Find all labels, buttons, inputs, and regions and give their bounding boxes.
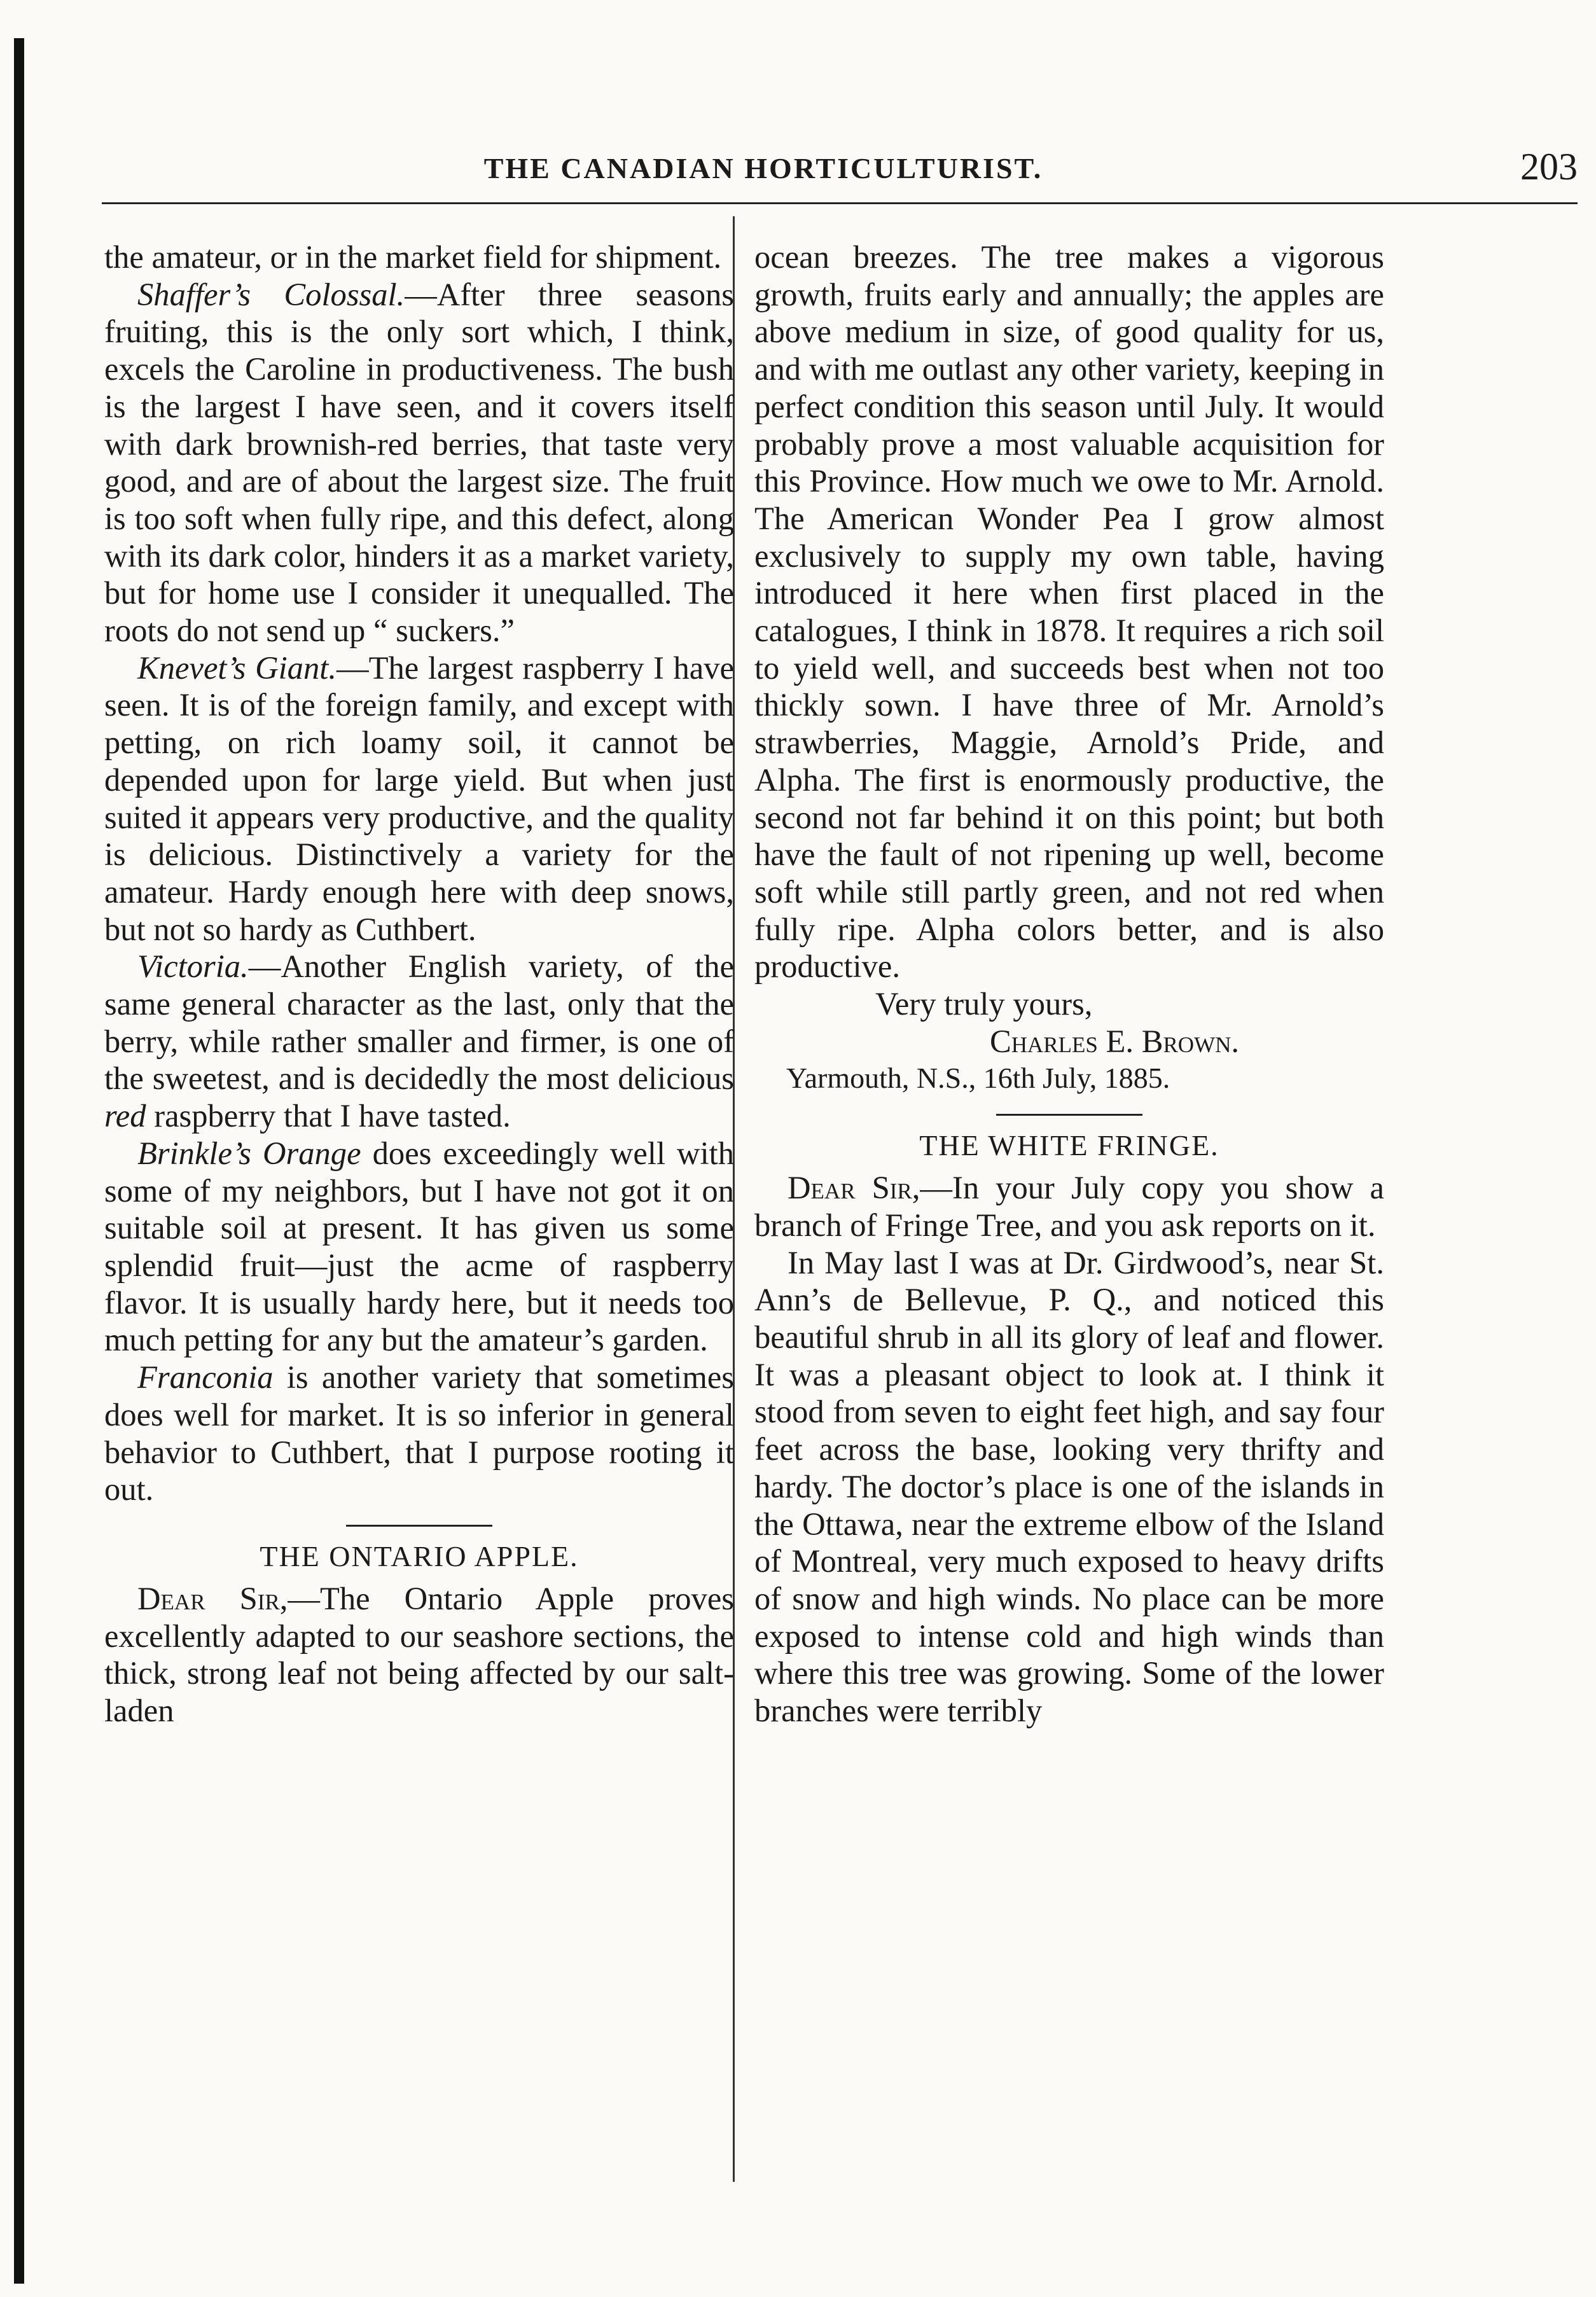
paragraph-fringe-report: In May last I was at Dr. Girdwood’s, near St. Ann’s de Bellevue, P. Q., and noticed this beautiful shrub in all its glory of leaf and flower. It was a pleasant object to look at. I think it stood from seven to eight feet high, and say four feet across the base, looking very thrifty and hardy. The doctor’s place is one of the islands in the Ottawa, near the extreme elbow of the Island of Montreal, very much exposed to heavy drifts of snow and high winds. No place can be more exposed to intense cold and high winds than where this tree was growing. Some of the lower branches were terribly [754,1244,1384,1729]
page-number: 203 [1520,146,1578,188]
paragraph-text: —In your July copy you show a branch of Fringe Tree, and you ask reports on it. [754,1170,1384,1243]
paragraph-market-field: the amateur, or in the market field for shipment. [104,239,722,275]
section-heading-ontario-apple: THE ONTARIO APPLE. [260,1539,579,1572]
paragraph-knevett [104,649,734,948]
running-title: THE CANADIAN HORTICULTURIST. [483,152,1043,184]
paragraph-text: —The Ontario Apple proves excellently adapted to our seashore sections, the thick, strong leaf not being affected by our salt-laden [104,1580,734,1729]
paragraph-ontario-continued: ocean breezes. The tree makes a vigorous growth, fruits early and annually; the apples are above medium in size, of good quality for us, and with me outlast any other variety, keeping in perfect condition this season until July. It would probably prove a most valuable acquisition for this Province. How much we owe to Mr. Arnold. The American Wonder Pea I grow almost exclusively to supply my own table, having introduced it here when first placed in the catalogues, I think in 1878. It requires a rich soil to yield well, and succeeds best when not too thickly sown. I have three of Mr. Arnold’s strawberries, Maggie, Arnold’s Pride, and Alpha. The first is enormously productive, the second not far behind it on this point; but both have the fault of not ripening up well, become soft while still partly green, and not red when fully ripe. Alpha colors better, and is also productive. [754,239,1384,985]
paragraph-franconia [104,1359,734,1508]
binding-edge [14,38,24,2284]
variety-name: Shaffer’s Colossal. [137,276,405,312]
salutation: Dear Sir, [137,1580,288,1616]
variety-name: Franconia [137,1359,274,1396]
paragraph-text: is another variety that sometimes does well for market. It is so inferior in general behavior to Cuthbert, that I purpose rooting it out. [104,1359,734,1508]
paragraph-text: —After three seasons fruiting, this is the only sort which, I think, excels the Caroline in productiveness. The bush is the largest I have seen, and it covers itself with dark brownish-red berries, that taste very good, and are of about the largest size. The fruit is too soft when fully ripe, and this defect, along with its dark color, hinders it as a market variety, but for home use I consider it unequalled. The roots do not send up “ suckers.” [104,276,734,649]
salutation: Dear Sir, [788,1170,920,1206]
variety-name: Knevet’s Giant. [137,649,337,686]
paragraph-text: raspberry that I have tasted. [154,1098,511,1134]
right-column [754,239,1384,1730]
variety-name: Victoria. [137,948,249,985]
paragraph-text: —Another English variety, of the same general character as the last, only that the berry, while rather smaller and firmer, is one of the sweetest, and is decidedly the most delicious [104,948,734,1097]
paragraph-brinkle [104,1135,734,1359]
paragraph-text: does exceedingly well with some of my neighbors, but I have not got it on suitable soil at present. It has given us some splendid fruit—just the acme of raspberry flavor. It is usually hardy here, but it needs too much petting for any but the amateur’s garden. [104,1135,734,1358]
left-column [104,239,734,1730]
paragraph-shaffer [104,276,734,649]
letter-signature: Charles E. Brown. [990,1023,1240,1059]
letter-closing: Very truly yours, [875,986,1093,1022]
section-heading-white-fringe: THE WHITE FRINGE. [919,1129,1219,1162]
paragraph-ontario-apple [104,1580,734,1730]
section-rule [996,1114,1142,1116]
paragraph-fringe-intro [754,1169,1384,1244]
section-rule [346,1525,492,1527]
emphasis-red: red [104,1098,146,1134]
header-rule [102,202,1578,204]
paragraph-text: —The largest raspberry I have seen. It is of the foreign family, and except with petting, on rich loamy soil, it cannot be depended upon for large yield. But when just suited it appears very productive, and the quality is delicious. Distinctively a variety for the amateur. Hardy enough here with deep snows, but not so hardy as Cuthbert. [104,649,734,947]
paragraph-victoria [104,948,734,1135]
page-header [102,145,1578,196]
letter-place-date: Yarmouth, N.S., 16th July, 1885. [786,1062,1170,1095]
variety-name: Brinkle’s Orange [137,1135,361,1171]
